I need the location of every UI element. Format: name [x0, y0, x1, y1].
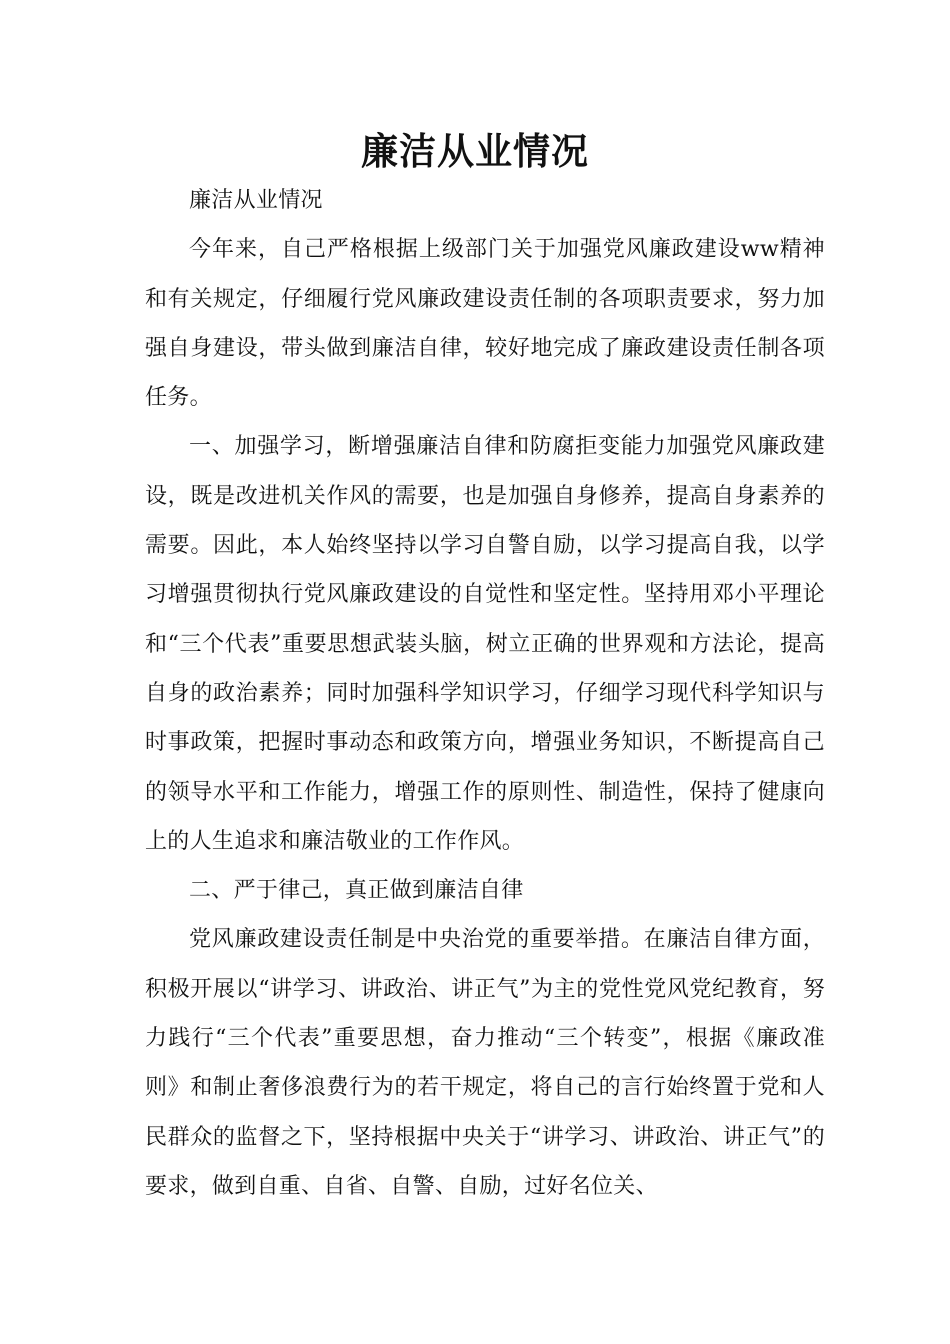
document-body	[145, 176, 825, 1211]
document-title: 廉洁从业情况	[361, 130, 589, 173]
paragraph-intro: 今年来，自己严格根据上级部门关于加强党风廉政建设ww精神和有关规定，仔细履行党风廉政建设责任制的各项职责要求，努力加强自身建设，带头做到廉洁自律，较好地完成了廉政建设责任制各项任务。	[145, 237, 825, 411]
paragraph-section-two-body: 党风廉政建设责任制是中央治党的重要举措。在廉洁自律方面，积极开展以“讲学习、讲政治、讲正气”为主的党性党风党纪教育，努力践行“三个代表”重要思想，奋力推动“三个转变”，根据《廉政准则》和制止奢侈浪费行为的若干规定，将自己的言行始终置于党和人民群众的监督之下，坚持根据中央关于“讲学习、讲政治、讲正气”的要求，做到自重、自省、自警、自励，过好名位关、	[145, 927, 825, 1199]
paragraph-subtitle: 廉洁从业情况	[189, 188, 323, 213]
paragraph-section-two-heading: 二、严于律己，真正做到廉洁自律	[189, 878, 524, 904]
paragraph-section-one: 一、加强学习，断增强廉洁自律和防腐拒变能力加强党风廉政建设，既是改进机关作风的需要，也是加强自身修养，提高自身素养的需要。因此，本人始终坚持以学习自警自励，以学习提高自我，以学习增强贯彻执行党风廉政建设的自觉性和坚定性。坚持用邓小平理论和“三个代表”重要思想武装头脑，树立正确的世界观和方法论，提高自身的政治素养；同时加强科学知识学习，仔细学习现代科学知识与时事政策，把握时事动态和政策方向，增强业务知识，不断提高自己的领导水平和工作能力，增强工作的原则性、制造性，保持了健康向上的人生追求和廉洁敬业的工作作风。	[145, 434, 825, 854]
